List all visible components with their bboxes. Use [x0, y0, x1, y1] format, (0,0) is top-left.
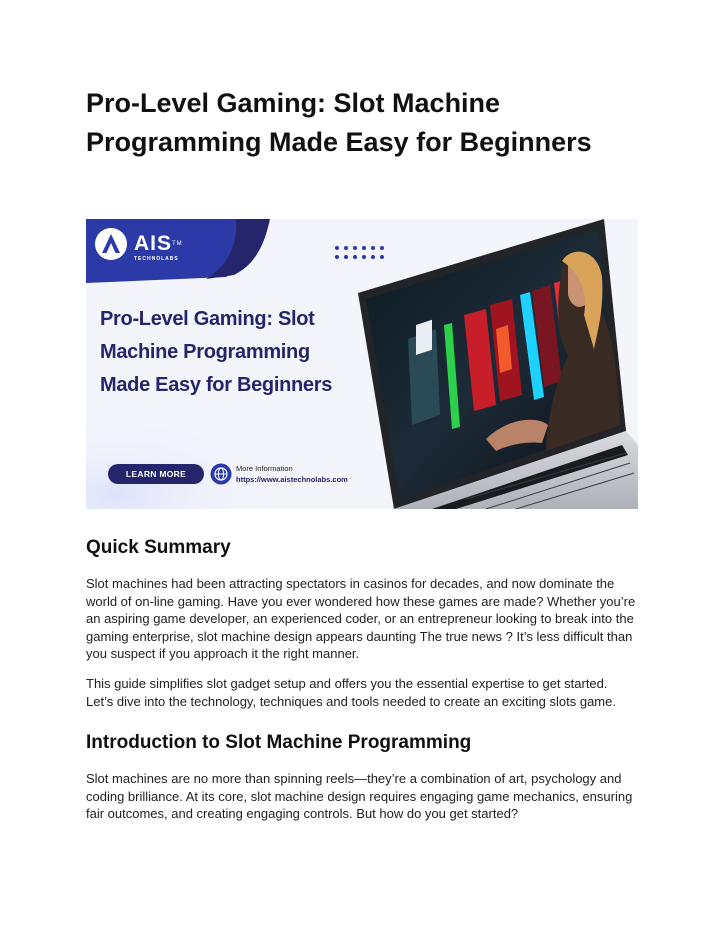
logo-wordmark: AIS™: [134, 232, 183, 255]
paragraph: Slot machines are no more than spinning reels—they’re a combination of art, psychology and coding brilliance. At its core, slot machine design requires engaging game mechanics, ensuring fair outcomes, and creating engaging controls. But how do you get started?: [86, 771, 633, 821]
laptop-casino-illustration: [336, 219, 638, 509]
banner-headline: Pro-Level Gaming: Slot Machine Programming Made Easy for Beginners: [100, 308, 333, 396]
hero-banner-image: [86, 219, 638, 509]
section-heading-introduction: Introduction to Slot Machine Programming: [86, 732, 472, 753]
website-link[interactable]: https://www.aistechnolabs.com: [236, 475, 348, 484]
logo-subtext: TECHNOLABS: [134, 256, 179, 262]
globe-icon: [210, 463, 232, 485]
section-heading-quick-summary: Quick Summary: [86, 537, 231, 558]
page-title: Pro-Level Gaming: Slot Machine Programming Made Easy for Beginners: [86, 88, 592, 157]
paragraph: This guide simplifies slot gadget setup and offers you the essential expertise to get started. Let’s dive into the technology, techniques and tools needed to create an exciting slots game.: [86, 676, 616, 709]
learn-more-button[interactable]: LEARN MORE: [108, 464, 204, 484]
more-information-label: More Information: [236, 464, 293, 473]
brand-logo: [86, 219, 266, 279]
logo-a-icon: [94, 227, 128, 261]
paragraph: Slot machines had been attracting spectators in casinos for decades, and now dominate the world of on-line gaming. Have you ever wondered how these games are made? Whether you’re an aspiring game developer, an experienced coder, or an entrepreneur looking to break into the gaming enterprise, slot machine design appears daunting The true news ? It’s less difficult than you suspect if you approach it the right manner.: [86, 576, 636, 661]
